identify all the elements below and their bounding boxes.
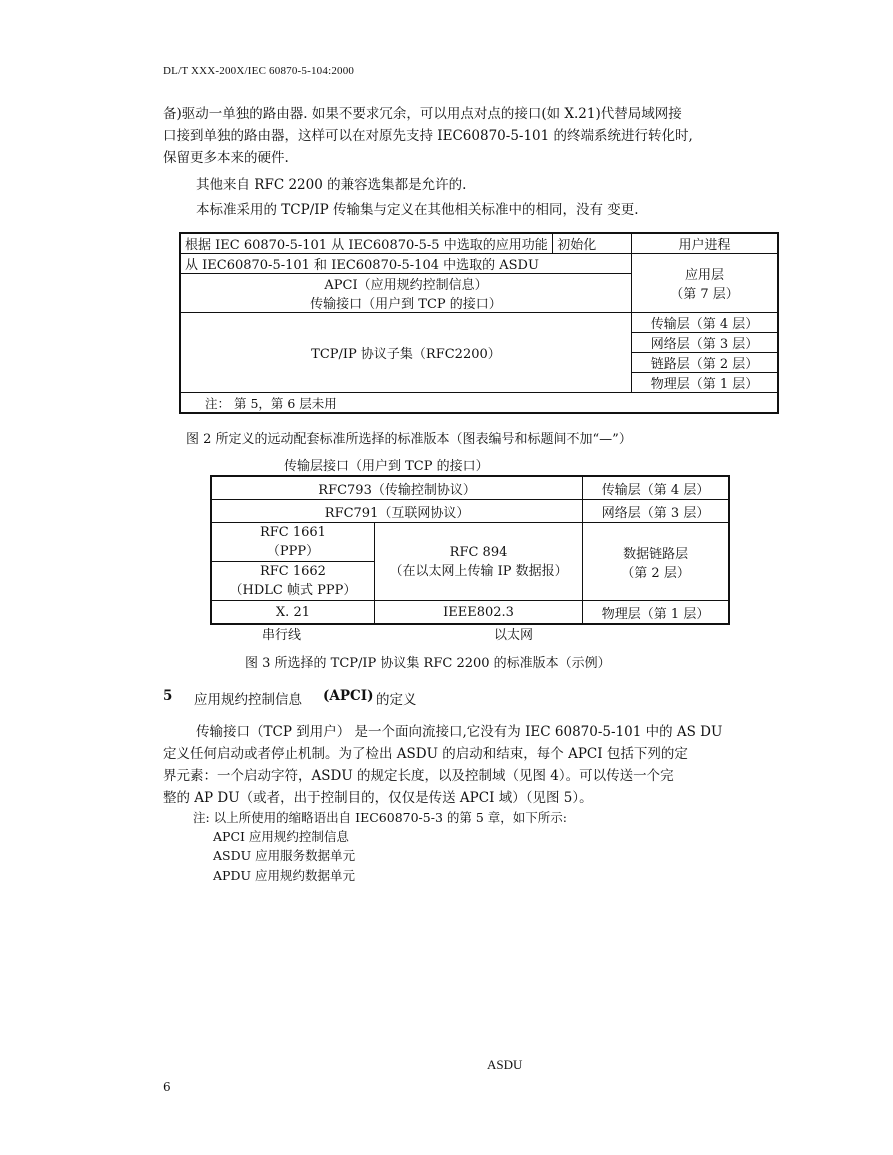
fig3-hdlc-label: （HDLC 帧式 PPP）	[229, 583, 357, 598]
fig2-link-layer: 链路层（第 2 层）	[631, 353, 778, 373]
fig3-rfc894-desc: （在以太网上传输 IP 数据报）	[389, 563, 568, 579]
fig3-rfc793-cell: RFC793（传输控制协议）	[211, 476, 583, 500]
abbreviation-note: 注: 以上所使用的缩略语出自 IEC60870-5-3 的第 5 章，如下所示:	[193, 810, 567, 825]
abbreviation-apci: APCI 应用规约控制信息	[213, 829, 349, 844]
fig2-asdu-cell: 从 IEC60870-5-101 和 IEC60870-5-104 中选取的 ASDU	[180, 254, 631, 274]
fig3-network-layer: 网络层（第 3 层）	[583, 500, 729, 523]
abbreviation-asdu: ASDU 应用服务数据单元	[213, 848, 356, 863]
section-5-line-2: 定义任何启动或者停止机制。为了检出 ASDU 的启动和结束，每个 APCI 包括下列的定	[163, 746, 688, 762]
fig3-rfc791-cell: RFC791（互联网协议）	[211, 500, 583, 523]
fig3-rfc894-label: RFC 894	[449, 544, 508, 560]
fig3-rfc894-cell	[374, 523, 582, 601]
fig2-app-functions-cell: 根据 IEC 60870-5-101 从 IEC60870-5-5 中选取的应用功能	[180, 233, 553, 254]
fig3-datalink-label: 数据链路层	[623, 546, 689, 562]
fig2-transport-layer: 传输层（第 4 层）	[631, 313, 778, 333]
figure-2-table	[179, 232, 779, 414]
abbreviation-apdu: APDU 应用规约数据单元	[213, 868, 355, 883]
section-5-title-b: (APCI)	[323, 688, 374, 704]
fig3-transport-layer: 传输层（第 4 层）	[583, 476, 729, 500]
footer-label: ASDU	[487, 1057, 523, 1072]
fig2-apci-cell	[180, 274, 631, 313]
section-5-line-1: 传输接口（TCP 到用户） 是一个面向流接口,它没有为 IEC 60870-5-101 中的 AS DU	[196, 724, 723, 740]
fig3-rfc1661-label: RFC 1661	[259, 525, 326, 540]
fig3-rfc1662-label: RFC 1662	[259, 564, 326, 579]
intro-line-1: 备)驱动一单独的路由器. 如果不要求冗余，可以用点对点的接口(如 X.21)代替局域网接	[163, 106, 682, 122]
section-5-title-c: 的定义	[376, 692, 417, 708]
fig2-user-process-cell: 用户进程	[631, 233, 778, 254]
section-5-number: 5	[163, 688, 173, 704]
fig2-app-layer-label: 应用层	[684, 268, 724, 283]
fig2-apci-label: APCI（应用规约控制信息）	[324, 278, 488, 293]
intro-line-3: 保留更多本来的硬件.	[163, 150, 289, 166]
fig3-ppp-label: （PPP）	[266, 544, 320, 559]
section-5-line-3: 界元素：一个启动字符，ASDU 的规定长度，以及控制域（见图 4）。可以传送一个完	[163, 768, 674, 784]
fig2-note: 注： 第 5，第 6 层未用	[180, 393, 778, 414]
fig2-app-layer-number: （第 7 层）	[670, 287, 739, 302]
intro-paragraph-2: 其他来自 RFC 2200 的兼容选集都是允许的.	[196, 177, 467, 193]
fig3-datalink-layer-cell	[583, 523, 729, 601]
intro-paragraph-3: 本标准采用的 TCP/IP 传输集与定义在其他相关标准中的相同，没有 变更.	[196, 202, 639, 218]
fig3-datalink-number: （第 2 层）	[621, 565, 690, 581]
figure-3-caption: 图 3 所选择的 TCP/IP 协议集 RFC 2200 的标准版本（示例）	[245, 656, 611, 671]
fig3-physical-layer: 物理层（第 1 层）	[583, 601, 729, 625]
figure-3-top-label: 传输层接口（用户到 TCP 的接口）	[284, 459, 489, 474]
fig3-rfc1662-cell	[211, 562, 374, 601]
figure-2-caption: 图 2 所定义的远动配套标准所选择的标准版本（图表编号和标题间不加“—”）	[186, 432, 632, 447]
fig3-ieee-cell: IEEE802.3	[374, 601, 582, 625]
fig3-rfc1661-cell	[211, 523, 374, 562]
fig2-init-cell: 初始化	[553, 233, 632, 254]
figure-3-table	[210, 475, 730, 625]
fig3-serial-label: 串行线	[262, 628, 302, 643]
fig2-app-layer-cell	[631, 254, 778, 313]
intro-line-2: 口接到单独的路由器，这样可以在对原先支持 IEC60870-5-101 的终端系统进行转化时,	[163, 128, 693, 144]
section-5-title-a: 应用规约控制信息	[194, 692, 302, 708]
fig3-x21-cell: X. 21	[211, 601, 374, 625]
fig2-physical-layer: 物理层（第 1 层）	[631, 373, 778, 393]
section-5-line-4: 整的 AP DU（或者，出于控制目的，仅仅是传送 APCI 域）（见图 5）。	[163, 790, 593, 806]
document-header: DL/T XXX-200X/IEC 60870-5-104:2000	[163, 65, 355, 77]
fig2-network-layer: 网络层（第 3 层）	[631, 333, 778, 353]
fig3-ethernet-label: 以太网	[494, 628, 534, 643]
page-number: 6	[163, 1080, 171, 1094]
fig2-transport-interface-label: 传输接口（用户到 TCP 的接口）	[310, 297, 502, 312]
fig2-tcpip-cell: TCP/IP 协议子集（RFC2200）	[180, 313, 631, 393]
